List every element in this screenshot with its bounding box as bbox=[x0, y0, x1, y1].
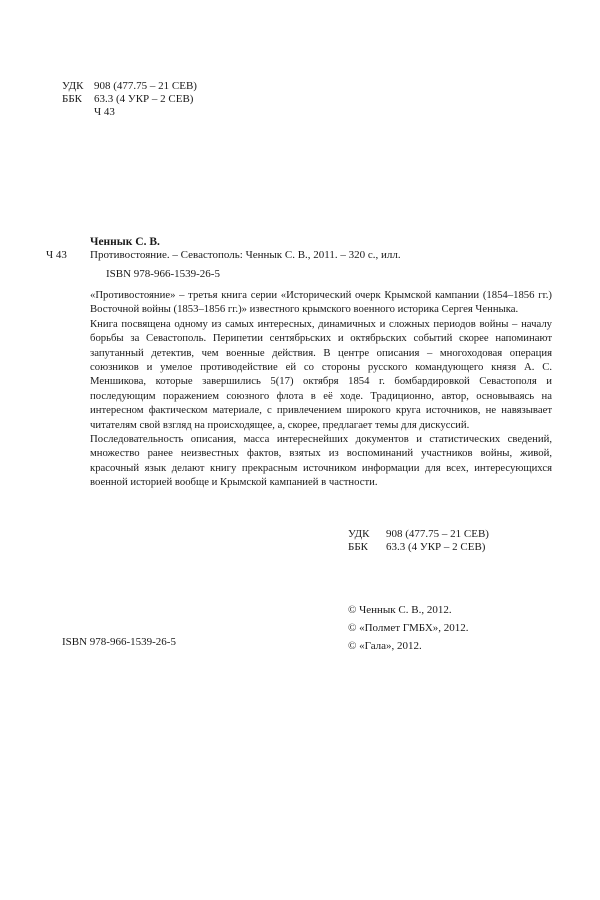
classification-block-bottom bbox=[348, 528, 489, 554]
annotation bbox=[90, 288, 552, 490]
copyright-block bbox=[348, 601, 469, 655]
udk-value: 908 (477.75 – 21 СЕВ) bbox=[94, 80, 197, 92]
copyright-line: © Ченнык С. В., 2012. bbox=[348, 604, 452, 616]
cutter-code: Ч 43 bbox=[94, 106, 115, 118]
udk-row bbox=[62, 80, 197, 93]
copyright-line: © «Гала», 2012. bbox=[348, 640, 422, 652]
udk-value: 908 (477.75 – 21 СЕВ) bbox=[386, 528, 489, 540]
udk-row bbox=[348, 528, 489, 541]
isbn-top: ISBN 978-966-1539-26-5 bbox=[106, 268, 220, 280]
copyright-line: © «Полмет ГМБХ», 2012. bbox=[348, 622, 469, 634]
isbn-bottom: ISBN 978-966-1539-26-5 bbox=[62, 636, 176, 648]
annotation-paragraph: Книга посвящена одному из самых интересных, динамичных и сложных периодов войны – началу борьбы за Севастополь. Перипетии сентябрьских и октябрьских событий скорее напоминают запутанный детектив, чем военные действия. В центре описания – многоходовая операция союзников и умелое противодействие ей со стороны русского командующего князя А. С. Меншикова, которые завершились 5(17) октября 1854 г. бомбардировкой Севастополя и последующим поражением союзного флота в её ходе. Традиционно, автор, основываясь на интересном фактическом материале, с привлечением широкого круга источников, не навязывает читателям свой взгляд на происходящее, а, скорее, предлагает темы для дискуссий. bbox=[90, 317, 552, 431]
annotation-paragraph: «Противостояние» – третья книга серии «Исторический очерк Крымской кампании (1854–1856 гг.) Восточной войны (1853–1856 гг.)» известного крымского военного историка Сергея Ченныка. bbox=[90, 289, 552, 316]
bbk-label: ББК bbox=[348, 541, 368, 553]
annotation-paragraph: Последовательность описания, масса интереснейших документов и статистических сведений, множество ранее неизвестных фактов, взятых из воспоминаний участников войны, живой, красочный язык делают книгу прекрасным источником информации для всех, интересующихся военной историей вообще и Крымской кампанией в частности. bbox=[90, 433, 552, 489]
author-heading: Ченнык С. В. bbox=[90, 236, 160, 248]
cutter-row bbox=[62, 106, 197, 119]
cutter-code-left: Ч 43 bbox=[46, 249, 67, 261]
bbk-row bbox=[348, 541, 489, 554]
bbk-value: 63.3 (4 УКР – 2 СЕВ) bbox=[386, 541, 486, 553]
udk-label: УДК bbox=[62, 80, 84, 92]
bbk-label: ББК bbox=[62, 93, 82, 105]
bbk-value: 63.3 (4 УКР – 2 СЕВ) bbox=[94, 93, 194, 105]
bibliographic-description: Противостояние. – Севастополь: Ченнык С. В., 2011. – 320 с., илл. bbox=[90, 249, 401, 261]
udk-label: УДК bbox=[348, 528, 370, 540]
classification-block-top bbox=[62, 80, 197, 119]
bbk-row bbox=[62, 93, 197, 106]
